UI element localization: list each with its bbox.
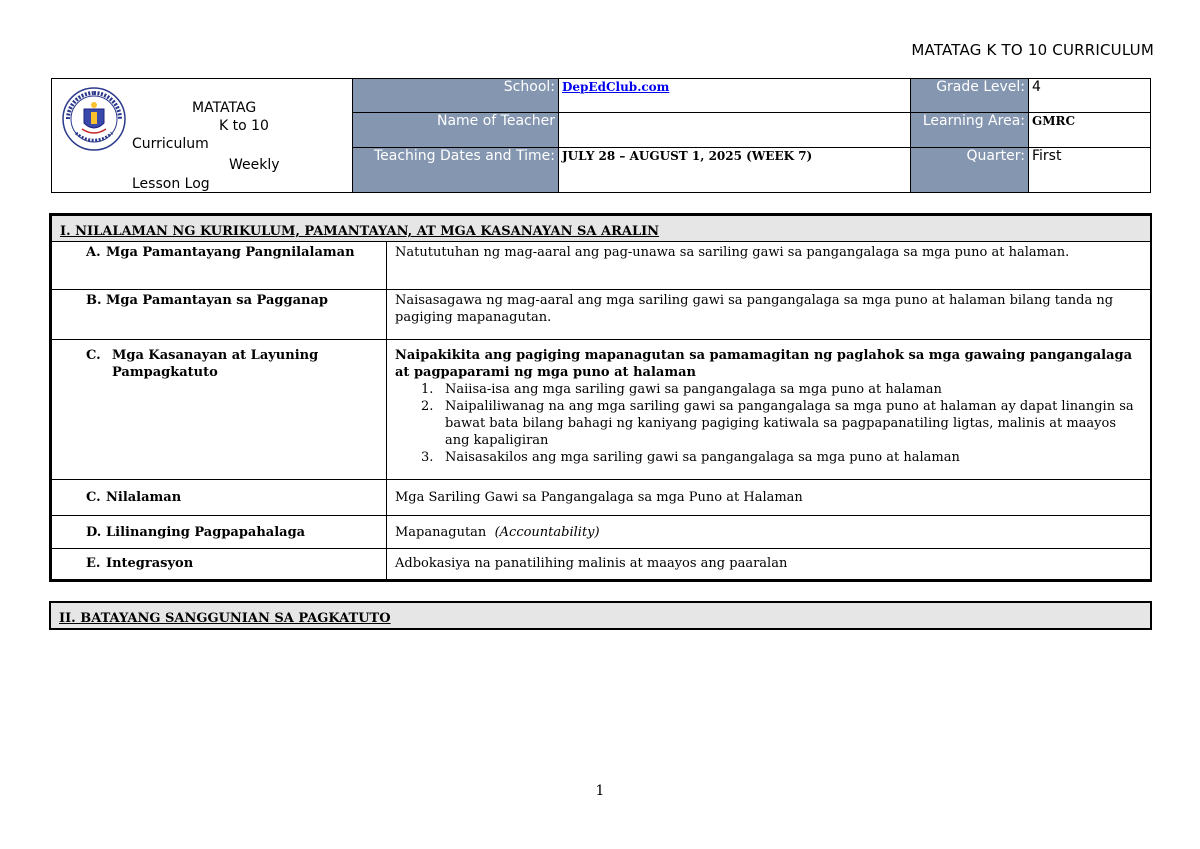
section-nilalaman xyxy=(49,213,1152,582)
page-header: MATATAG K TO 10 CURRICULUM xyxy=(911,41,1154,59)
row-d-label xyxy=(52,516,387,549)
list-item: 2. Naipaliliwanag na ang mga sariling gawi sa pangangalaga sa mga puno at halaman ay dapat linangin sa bawat bata bilang bahagi ng kaniyang pagiging katiwala sa pagpapanatiling ligtas, malinis at maayos ang kapaligiran xyxy=(421,399,1134,448)
row-d-letter: D. xyxy=(86,525,102,540)
teacher-value xyxy=(559,113,911,148)
title-line-k-to-10: K to 10 xyxy=(219,118,269,134)
learning-area-text: GMRC xyxy=(1032,114,1076,128)
row-d-content-text: Mapanagutan xyxy=(395,525,487,540)
quarter-value: First xyxy=(1029,148,1151,193)
school-link[interactable]: DepEdClub.com xyxy=(562,80,670,94)
row-b-label-text: Mga Pamantayan sa Pagganap xyxy=(106,293,328,308)
row-e-letter: E. xyxy=(86,556,101,571)
row-a-label xyxy=(52,242,387,290)
school-value xyxy=(559,79,911,113)
row-a-letter: A. xyxy=(86,245,101,260)
section-nilalaman-table xyxy=(51,215,1151,580)
teaching-dates-value xyxy=(559,148,911,193)
title-line-lesson-log: Lesson Log xyxy=(132,176,210,192)
row-b-label xyxy=(52,290,387,340)
row-e-content: Adbokasiya na panatilihing malinis at maayos ang paaralan xyxy=(387,549,1151,580)
row-d-label-text: Lilinanging Pagpapahalaga xyxy=(106,525,306,540)
row-c-content xyxy=(387,340,1151,480)
page-number: 1 xyxy=(595,783,605,799)
learning-area-value xyxy=(1029,113,1151,148)
row-b-content: Naisasagawa ng mag-aaral ang mga sariling gawi sa pangangalaga sa mga puno at halaman bilang tanda ng pagiging mapanagutan. xyxy=(387,290,1151,340)
row-c-label xyxy=(52,340,387,480)
section-title xyxy=(52,216,1151,242)
teaching-dates-label: Teaching Dates and Time: xyxy=(353,148,559,193)
row-c2-label-text: Nilalaman xyxy=(106,490,182,505)
title-line-matatag: MATATAG xyxy=(192,100,257,116)
objectives-list xyxy=(395,381,1142,466)
row-c2-label xyxy=(52,480,387,516)
section-batayang-sanggunian xyxy=(49,601,1152,630)
row-a-label-text: Mga Pamantayang Pangnilalaman xyxy=(106,245,355,260)
quarter-label: Quarter: xyxy=(911,148,1029,193)
logo-title-cell xyxy=(52,79,353,193)
row-d-content-italic: (Accountability) xyxy=(494,525,600,540)
list-item: 1. Naiisa-isa ang mga sariling gawi sa pangangalaga sa mga puno at halaman xyxy=(421,382,942,397)
row-d-content xyxy=(387,516,1151,549)
row-a-content: Natututuhan ng mag-aaral ang pag-unawa sa sariling gawi sa pangangalaga sa mga puno at halaman. xyxy=(387,242,1151,290)
school-label: School: xyxy=(353,79,559,113)
list-item: 3. Naisasakilos ang mga sariling gawi sa pangangalaga sa mga puno at halaman xyxy=(421,450,960,465)
row-b-letter: B. xyxy=(86,293,102,308)
title-line-weekly: Weekly xyxy=(229,157,280,173)
row-c2-content: Mga Sariling Gawi sa Pangangalaga sa mga Puno at Halaman xyxy=(387,480,1151,516)
learning-area-label: Learning Area: xyxy=(911,113,1029,148)
title-line-curriculum: Curriculum xyxy=(132,136,209,152)
row-e-label xyxy=(52,549,387,580)
grade-level-label: Grade Level: xyxy=(911,79,1029,113)
row-c2-letter: C. xyxy=(86,490,101,505)
teaching-dates-text: JULY 28 – AUGUST 1, 2025 (WEEK 7) xyxy=(562,149,813,163)
lesson-log-header-table xyxy=(51,78,1151,193)
row-e-label-text: Integrasyon xyxy=(106,556,194,571)
row-c-letter: C. xyxy=(86,348,101,363)
teacher-label: Name of Teacher xyxy=(353,113,559,148)
row-c-objective: Naipakikita ang pagiging mapanagutan sa pamamagitan ng paglahok sa mga gawaing pangangalaga at pagpaparami ng mga puno at halaman xyxy=(395,348,1133,380)
section-title-text: I. NILALAMAN NG KURIKULUM, PAMANTAYAN, AT MGA KASANAYAN SA ARALIN xyxy=(60,224,660,239)
section2-title: II. BATAYANG SANGGUNIAN SA PAGKATUTO xyxy=(59,611,391,626)
row-c-label-text: Mga Kasanayan at Layuning Pampagkatuto xyxy=(112,348,319,380)
grade-level-value: 4 xyxy=(1029,79,1151,113)
document-title xyxy=(52,79,352,193)
